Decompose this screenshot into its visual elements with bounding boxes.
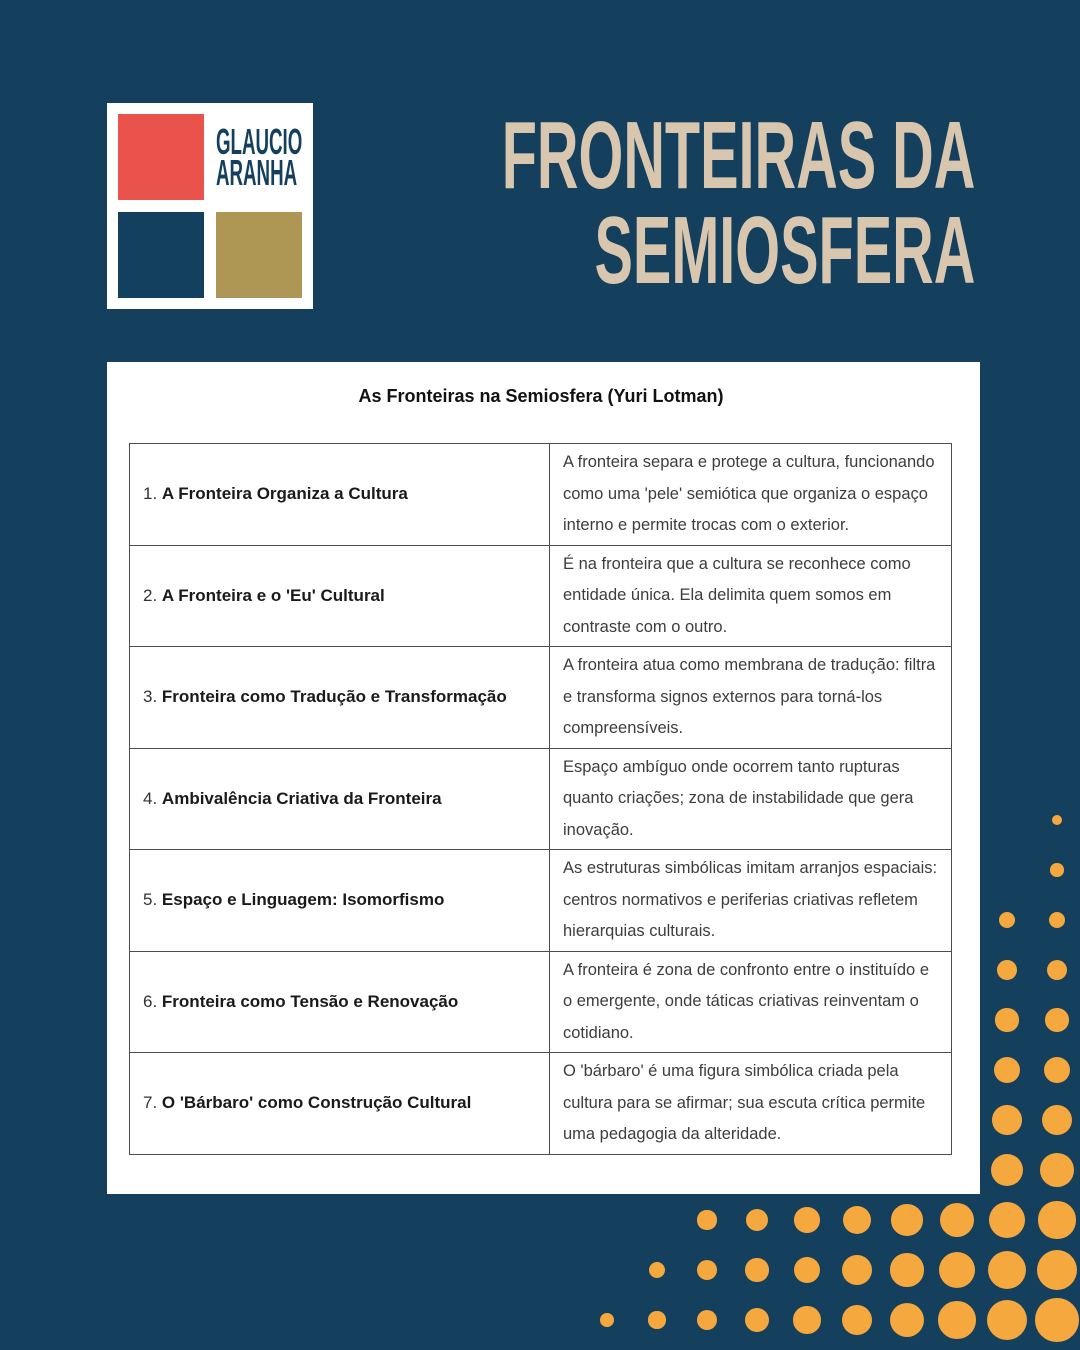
- decorative-dot: [939, 1252, 975, 1288]
- decorative-dot: [843, 1206, 871, 1234]
- decorative-dot: [997, 960, 1017, 980]
- decorative-dot: [842, 1255, 872, 1285]
- decorative-dot: [842, 1305, 873, 1336]
- description-cell: As estruturas simbólicas imitam arranjos espaciais: centros normativos e periferias criativas refletem hierarquias culturais.: [550, 850, 952, 952]
- table-row: [130, 444, 952, 546]
- decorative-dot: [988, 1251, 1027, 1290]
- description-cell: É na fronteira que a cultura se reconhece como entidade única. Ela delimita quem somos em contraste com o outro.: [550, 545, 952, 647]
- decorative-dot: [794, 1207, 819, 1232]
- topic-label: Fronteira como Tensão e Renovação: [161, 991, 459, 1011]
- description-cell: Espaço ambíguo onde ocorrem tanto rupturas quanto criações; zona de instabilidade que gera inovação.: [550, 748, 952, 850]
- topic-label: Espaço e Linguagem: Isomorfismo: [161, 890, 445, 910]
- topic-cell: [130, 545, 550, 647]
- decorative-dot: [745, 1308, 769, 1332]
- decorative-dot: [999, 912, 1015, 928]
- decorative-dot: [1037, 1250, 1077, 1290]
- topic-number: 5.: [143, 890, 158, 910]
- decorative-dot: [991, 1154, 1024, 1187]
- decorative-dot: [649, 1262, 666, 1279]
- topic-cell: [130, 1053, 550, 1155]
- page-title: [186, 102, 975, 304]
- topic-label: A Fronteira Organiza a Cultura: [161, 484, 408, 504]
- decorative-dot: [745, 1258, 768, 1281]
- decorative-dot: [1040, 1153, 1074, 1187]
- decorative-dot: [1044, 1057, 1071, 1084]
- table-row: [130, 850, 952, 952]
- table-row: [130, 647, 952, 749]
- topic-cell: [130, 444, 550, 546]
- topic-label: A Fronteira e o 'Eu' Cultural: [161, 585, 385, 605]
- decorative-dot: [938, 1301, 975, 1338]
- decorative-dot: [1045, 1008, 1069, 1032]
- topics-table-body: [130, 444, 952, 1155]
- table-title: As Fronteiras na Semiosfera (Yuri Lotman): [358, 386, 724, 406]
- decorative-dot: [940, 1203, 974, 1237]
- decorative-dot: [1035, 1298, 1078, 1341]
- topic-number: 3.: [143, 687, 158, 707]
- topic-number: 2.: [143, 585, 158, 605]
- decorative-dot: [989, 1202, 1025, 1238]
- decorative-dot: [600, 1313, 614, 1327]
- decorative-dot: [1042, 1105, 1072, 1135]
- topics-table: [129, 443, 952, 1155]
- decorative-dot: [793, 1306, 820, 1333]
- description-cell: A fronteira separa e protege a cultura, funcionando como uma 'pele' semiótica que organiza o espaço interno e permite trocas com o exterior.: [550, 444, 952, 546]
- decorative-dot: [995, 1008, 1018, 1031]
- topic-label: Ambivalência Criativa da Fronteira: [161, 788, 442, 808]
- decorative-dot: [891, 1204, 922, 1235]
- description-cell: O 'bárbaro' é uma figura simbólica criada pela cultura para se afirmar; sua escuta crítica permite uma pedagogia da alteridade.: [550, 1053, 952, 1155]
- page-title-line1: FRONTEIRAS DA: [501, 102, 975, 209]
- decorative-dot: [1052, 815, 1062, 825]
- decorative-dot: [994, 1057, 1020, 1083]
- decorative-dot: [746, 1209, 768, 1231]
- topic-number: 6.: [143, 991, 158, 1011]
- decorative-dot: [648, 1311, 665, 1328]
- topic-number: 4.: [143, 788, 158, 808]
- topic-label: Fronteira como Tradução e Transformação: [161, 687, 507, 707]
- table-row: [130, 1053, 952, 1155]
- decorative-dot: [992, 1105, 1022, 1135]
- content-card: [107, 362, 980, 1194]
- table-row: [130, 545, 952, 647]
- decorative-dot: [890, 1303, 924, 1337]
- topic-number: 1.: [143, 484, 158, 504]
- topic-cell: [130, 647, 550, 749]
- decorative-dot: [890, 1253, 923, 1286]
- table-row: [130, 951, 952, 1053]
- decorative-dot: [697, 1260, 717, 1280]
- topic-cell: [130, 951, 550, 1053]
- topic-number: 7.: [143, 1093, 158, 1113]
- decorative-dot: [1038, 1201, 1075, 1238]
- decorative-dot: [1050, 863, 1063, 876]
- decorative-dot: [697, 1210, 716, 1229]
- decorative-dot: [1049, 912, 1066, 929]
- topic-label: O 'Bárbaro' como Construção Cultural: [161, 1093, 472, 1113]
- decorative-dot: [987, 1300, 1028, 1341]
- decorative-dot: [697, 1310, 718, 1331]
- decorative-dot: [1047, 960, 1067, 980]
- topic-cell: [130, 748, 550, 850]
- logo-wordmark-line2: ARANHA: [216, 152, 298, 193]
- page-title-line2: SEMIOSFERA: [594, 197, 975, 304]
- topic-cell: [130, 850, 550, 952]
- description-cell: A fronteira atua como membrana de tradução: filtra e transforma signos externos para torná-los compreensíveis.: [550, 647, 952, 749]
- decorative-dot: [794, 1257, 821, 1284]
- description-cell: A fronteira é zona de confronto entre o instituído e o emergente, onde táticas criativas reinventam o cotidiano.: [550, 951, 952, 1053]
- logo-wordmark-line1: GLAUCIO: [216, 121, 303, 162]
- table-row: [130, 748, 952, 850]
